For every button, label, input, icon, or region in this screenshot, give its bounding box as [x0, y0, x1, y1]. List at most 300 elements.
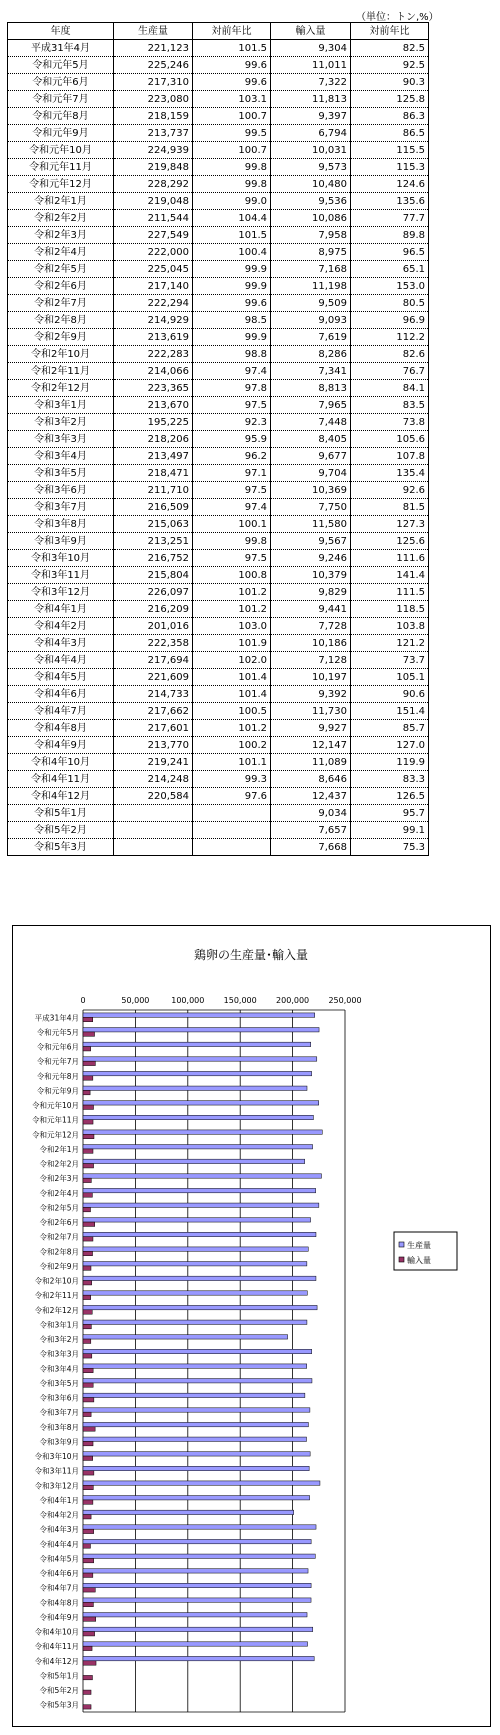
category-label: 令和2年6月: [39, 1218, 79, 1228]
cell-year: 令和3年5月: [8, 465, 114, 482]
cell-year: 令和3年12月: [8, 584, 114, 601]
cell-production-yoy: 103.0: [193, 618, 271, 635]
cell-imports-yoy: 127.0: [351, 737, 429, 754]
cell-production: 195,225: [114, 414, 193, 431]
cell-year: 令和4年8月: [8, 720, 114, 737]
cell-production: 223,365: [114, 380, 193, 397]
cell-year: 令和3年2月: [8, 414, 114, 431]
chart-panel: [12, 925, 491, 1727]
cell-production-yoy: 97.6: [193, 788, 271, 805]
bar-production: [83, 1598, 311, 1602]
cell-imports: 11,580: [271, 516, 351, 533]
bar-imports: [83, 1178, 91, 1182]
cell-production-yoy: 101.9: [193, 635, 271, 652]
header-production-yoy: 対前年比: [193, 23, 271, 40]
cell-imports-yoy: 125.8: [351, 91, 429, 108]
bar-production: [83, 1262, 307, 1266]
category-label: 令和元年9月: [36, 1086, 79, 1096]
category-label: 令和3年1月: [39, 1320, 79, 1330]
bar-imports: [83, 1427, 95, 1431]
bar-production: [83, 1305, 317, 1309]
bar-imports: [83, 1324, 91, 1328]
cell-production: 222,283: [114, 346, 193, 363]
cell-production-yoy: [193, 839, 271, 856]
cell-production-yoy: 99.8: [193, 159, 271, 176]
cell-imports: 10,480: [271, 176, 351, 193]
cell-imports: 9,034: [271, 805, 351, 822]
cell-imports-yoy: 105.1: [351, 669, 429, 686]
bar-production: [83, 1291, 307, 1295]
cell-imports: 11,011: [271, 57, 351, 74]
cell-imports: 7,750: [271, 499, 351, 516]
cell-production: 216,509: [114, 499, 193, 516]
header-imports-yoy: 対前年比: [351, 23, 429, 40]
cell-production: 215,063: [114, 516, 193, 533]
cell-imports: 9,509: [271, 295, 351, 312]
cell-production: 217,662: [114, 703, 193, 720]
cell-imports: 7,657: [271, 822, 351, 839]
bar-imports: [83, 1471, 94, 1475]
bar-production: [83, 1086, 307, 1090]
bar-production: [83, 1408, 310, 1412]
legend-label-imports: 輸入量: [407, 1256, 431, 1265]
table-row: [8, 295, 429, 312]
cell-imports-yoy: 75.3: [351, 839, 429, 856]
table-row: [8, 788, 429, 805]
cell-year: 令和2年5月: [8, 261, 114, 278]
cell-imports: 12,437: [271, 788, 351, 805]
category-label: 令和3年7月: [39, 1408, 79, 1418]
cell-production-yoy: 95.9: [193, 431, 271, 448]
legend: [394, 1232, 457, 1270]
bar-imports: [83, 1047, 91, 1051]
bar-production: [83, 1130, 322, 1134]
cell-imports: 9,927: [271, 720, 351, 737]
cell-imports-yoy: 99.1: [351, 822, 429, 839]
cell-imports: 10,369: [271, 482, 351, 499]
table-row: [8, 91, 429, 108]
bar-production: [83, 1437, 306, 1441]
category-label: 令和2年8月: [39, 1247, 79, 1257]
cell-production: 213,670: [114, 397, 193, 414]
cell-imports-yoy: 107.8: [351, 448, 429, 465]
cell-imports-yoy: 65.1: [351, 261, 429, 278]
cell-imports-yoy: 83.5: [351, 397, 429, 414]
cell-year: 令和元年12月: [8, 176, 114, 193]
bar-imports: [83, 1441, 93, 1445]
cell-production: 214,066: [114, 363, 193, 380]
table-row: [8, 312, 429, 329]
cell-imports-yoy: 153.0: [351, 278, 429, 295]
category-label: 令和元年12月: [31, 1130, 79, 1140]
category-label: 令和2年5月: [39, 1203, 79, 1213]
category-label: 令和2年2月: [39, 1159, 79, 1169]
bar-production: [83, 1057, 317, 1061]
cell-production: 213,737: [114, 125, 193, 142]
cell-imports-yoy: 92.5: [351, 57, 429, 74]
table-row: [8, 244, 429, 261]
table-header-row: [8, 23, 429, 40]
cell-production: 225,045: [114, 261, 193, 278]
cell-production-yoy: 99.9: [193, 278, 271, 295]
cell-imports-yoy: 115.3: [351, 159, 429, 176]
table-row: [8, 652, 429, 669]
cell-production-yoy: 99.8: [193, 533, 271, 550]
table-row: [8, 363, 429, 380]
cell-year: 令和3年6月: [8, 482, 114, 499]
category-label: 令和2年10月: [34, 1276, 79, 1286]
table-row: [8, 839, 429, 856]
cell-imports-yoy: 84.1: [351, 380, 429, 397]
cell-production: 218,159: [114, 108, 193, 125]
bar-imports: [83, 1281, 92, 1285]
bar-imports: [83, 1485, 93, 1489]
table-row: [8, 210, 429, 227]
bar-imports: [83, 1090, 90, 1094]
bar-production: [83, 1452, 310, 1456]
cell-year: 令和2年10月: [8, 346, 114, 363]
cell-production-yoy: 101.2: [193, 584, 271, 601]
category-label: 令和3年11月: [34, 1466, 79, 1476]
chart-title: 鶏卵の生産量･輸入量: [193, 948, 309, 962]
table-row: [8, 703, 429, 720]
category-label: 令和5年3月: [39, 1700, 79, 1710]
cell-year: 令和5年1月: [8, 805, 114, 822]
cell-production: 217,694: [114, 652, 193, 669]
cell-imports-yoy: 73.8: [351, 414, 429, 431]
cell-imports: 9,567: [271, 533, 351, 550]
cell-imports-yoy: 96.9: [351, 312, 429, 329]
table-row: [8, 193, 429, 210]
bar-production: [83, 1174, 321, 1178]
bar-imports: [83, 1061, 95, 1065]
table-row: [8, 159, 429, 176]
cell-imports: 9,392: [271, 686, 351, 703]
cell-year: 令和3年1月: [8, 397, 114, 414]
cell-production-yoy: 99.5: [193, 125, 271, 142]
cell-imports: 7,341: [271, 363, 351, 380]
cell-imports-yoy: 96.5: [351, 244, 429, 261]
cell-production-yoy: 98.8: [193, 346, 271, 363]
cell-imports: 11,730: [271, 703, 351, 720]
cell-production-yoy: 101.2: [193, 601, 271, 618]
cell-production: 213,619: [114, 329, 193, 346]
table-row: [8, 125, 429, 142]
cell-year: 令和3年10月: [8, 550, 114, 567]
table-row: [8, 176, 429, 193]
cell-imports-yoy: 86.3: [351, 108, 429, 125]
bar-production: [83, 1232, 316, 1236]
cell-production-yoy: 99.6: [193, 74, 271, 91]
cell-year: 令和元年11月: [8, 159, 114, 176]
cell-production-yoy: 101.5: [193, 227, 271, 244]
cell-production: 216,209: [114, 601, 193, 618]
cell-production: 213,251: [114, 533, 193, 550]
bar-production: [83, 1203, 319, 1207]
table-row: [8, 448, 429, 465]
table-row: [8, 669, 429, 686]
bar-production: [83, 1393, 305, 1397]
bar-imports: [83, 1310, 92, 1314]
bar-production: [83, 1276, 316, 1280]
cell-imports: 10,086: [271, 210, 351, 227]
cell-production-yoy: 100.4: [193, 244, 271, 261]
bar-imports: [83, 1266, 91, 1270]
bar-imports: [83, 1134, 94, 1138]
cell-year: 令和4年3月: [8, 635, 114, 652]
bar-imports: [83, 1149, 93, 1153]
cell-production-yoy: 102.0: [193, 652, 271, 669]
cell-imports-yoy: 127.3: [351, 516, 429, 533]
bar-production: [83, 1569, 308, 1573]
cell-production-yoy: 100.7: [193, 108, 271, 125]
category-label: 令和2年11月: [34, 1291, 79, 1301]
cell-imports-yoy: 151.4: [351, 703, 429, 720]
cell-imports: 10,031: [271, 142, 351, 159]
cell-production: 221,123: [114, 40, 193, 57]
category-label: 令和元年5月: [36, 1027, 79, 1037]
bar-imports: [83, 1617, 96, 1621]
cell-imports: 9,829: [271, 584, 351, 601]
cell-year: 令和2年11月: [8, 363, 114, 380]
cell-production-yoy: 100.7: [193, 142, 271, 159]
cell-year: 令和2年1月: [8, 193, 114, 210]
cell-production: 214,248: [114, 771, 193, 788]
table-row: [8, 737, 429, 754]
cell-year: 令和3年7月: [8, 499, 114, 516]
bar-production: [83, 1583, 311, 1587]
cell-production: 217,310: [114, 74, 193, 91]
category-label: 令和元年8月: [36, 1071, 79, 1081]
x-tick-label: 0: [80, 996, 86, 1005]
cell-production: 214,929: [114, 312, 193, 329]
cell-year: 令和元年8月: [8, 108, 114, 125]
cell-imports-yoy: 141.4: [351, 567, 429, 584]
cell-imports-yoy: 115.5: [351, 142, 429, 159]
cell-imports-yoy: 77.7: [351, 210, 429, 227]
table-row: [8, 397, 429, 414]
table-row: [8, 261, 429, 278]
category-label: 令和2年9月: [39, 1261, 79, 1271]
cell-production: 215,804: [114, 567, 193, 584]
table-row: [8, 720, 429, 737]
table-row: [8, 227, 429, 244]
bar-imports: [83, 1705, 91, 1709]
category-label: 令和3年12月: [34, 1481, 79, 1491]
cell-production-yoy: 104.4: [193, 210, 271, 227]
cell-production-yoy: [193, 822, 271, 839]
cell-production: 213,497: [114, 448, 193, 465]
bar-production: [83, 1496, 310, 1500]
category-label: 令和2年12月: [34, 1305, 79, 1315]
bar-imports: [83, 1164, 94, 1168]
cell-year: 令和3年3月: [8, 431, 114, 448]
cell-production: 226,097: [114, 584, 193, 601]
cell-production: 211,544: [114, 210, 193, 227]
bar-imports: [83, 1602, 93, 1606]
legend-swatch-production: [399, 1242, 404, 1247]
category-label: 令和元年7月: [36, 1057, 79, 1067]
category-label: 令和3年4月: [39, 1364, 79, 1374]
cell-production: [114, 822, 193, 839]
cell-imports: 9,441: [271, 601, 351, 618]
bar-production: [83, 1379, 312, 1383]
bar-imports: [83, 1398, 94, 1402]
bar-imports: [83, 1251, 93, 1255]
bar-imports: [83, 1120, 93, 1124]
bar-production: [83, 1145, 313, 1149]
category-labels: [32, 1012, 79, 1709]
table-row: [8, 618, 429, 635]
cell-production-yoy: 98.5: [193, 312, 271, 329]
cell-production: 219,848: [114, 159, 193, 176]
cell-year: 令和4年7月: [8, 703, 114, 720]
bar-production: [83, 1071, 312, 1075]
x-tick-label: 50,000: [121, 996, 150, 1005]
bar-production: [83, 1510, 294, 1514]
cell-production: 201,016: [114, 618, 193, 635]
cell-year: 令和2年6月: [8, 278, 114, 295]
category-label: 令和4年2月: [39, 1510, 79, 1520]
cell-production: [114, 805, 193, 822]
cell-production-yoy: 99.0: [193, 193, 271, 210]
statistics-table: [7, 22, 429, 856]
cell-production: 225,246: [114, 57, 193, 74]
category-label: 令和4年4月: [39, 1539, 79, 1549]
table-row: [8, 601, 429, 618]
cell-imports-yoy: 135.6: [351, 193, 429, 210]
table-row: [8, 57, 429, 74]
table-row: [8, 142, 429, 159]
bar-production: [83, 1349, 312, 1353]
bar-chart: [13, 926, 490, 1726]
cell-imports: 7,619: [271, 329, 351, 346]
cell-imports: 9,536: [271, 193, 351, 210]
cell-production-yoy: 97.1: [193, 465, 271, 482]
cell-imports-yoy: 111.6: [351, 550, 429, 567]
cell-production-yoy: 97.4: [193, 499, 271, 516]
category-label: 令和4年6月: [39, 1569, 79, 1579]
cell-imports: 7,668: [271, 839, 351, 856]
table-row: [8, 329, 429, 346]
cell-imports-yoy: 126.5: [351, 788, 429, 805]
cell-year: 令和4年10月: [8, 754, 114, 771]
cell-year: 令和2年7月: [8, 295, 114, 312]
cell-production: 214,733: [114, 686, 193, 703]
category-label: 令和3年3月: [39, 1349, 79, 1359]
cell-imports: 10,197: [271, 669, 351, 686]
cell-imports: 8,646: [271, 771, 351, 788]
cell-production: 222,000: [114, 244, 193, 261]
cell-year: 令和2年12月: [8, 380, 114, 397]
cell-imports-yoy: 76.7: [351, 363, 429, 380]
bar-production: [83, 1525, 316, 1529]
bar-production: [83, 1627, 313, 1631]
cell-imports-yoy: 86.5: [351, 125, 429, 142]
table-row: [8, 754, 429, 771]
table-body: [8, 40, 429, 856]
cell-imports-yoy: 105.6: [351, 431, 429, 448]
cell-year: 令和2年8月: [8, 312, 114, 329]
cell-imports: 7,128: [271, 652, 351, 669]
header-year: 年度: [8, 23, 114, 40]
table-row: [8, 414, 429, 431]
bar-imports: [83, 1675, 92, 1679]
table-row: [8, 516, 429, 533]
bar-imports: [83, 1339, 91, 1343]
category-label: 令和4年5月: [39, 1554, 79, 1564]
x-axis-ticks: [80, 996, 361, 1005]
cell-year: 令和4年9月: [8, 737, 114, 754]
cell-imports-yoy: 73.7: [351, 652, 429, 669]
cell-imports-yoy: 124.6: [351, 176, 429, 193]
cell-year: 令和4年6月: [8, 686, 114, 703]
category-label: 令和元年11月: [31, 1115, 79, 1125]
cell-year: 令和3年8月: [8, 516, 114, 533]
category-label: 令和3年8月: [39, 1422, 79, 1432]
table-row: [8, 74, 429, 91]
cell-production: 219,048: [114, 193, 193, 210]
cell-imports: 7,728: [271, 618, 351, 635]
cell-imports: 11,813: [271, 91, 351, 108]
bar-imports: [83, 1661, 96, 1665]
table-row: [8, 380, 429, 397]
cell-production: 217,601: [114, 720, 193, 737]
cell-imports-yoy: 80.5: [351, 295, 429, 312]
cell-production-yoy: 101.1: [193, 754, 271, 771]
cell-imports: 10,379: [271, 567, 351, 584]
cell-imports-yoy: 95.7: [351, 805, 429, 822]
table-row: [8, 482, 429, 499]
cell-production-yoy: 101.4: [193, 669, 271, 686]
cell-year: 令和元年6月: [8, 74, 114, 91]
bar-imports: [83, 1354, 92, 1358]
bar-imports: [83, 1295, 91, 1299]
cell-production: 221,609: [114, 669, 193, 686]
cell-production-yoy: 99.9: [193, 329, 271, 346]
cell-production: 213,770: [114, 737, 193, 754]
legend-label-production: 生産量: [407, 1241, 431, 1250]
bar-imports: [83, 1032, 95, 1036]
bar-imports: [83, 1529, 94, 1533]
table-row: [8, 346, 429, 363]
cell-production: 222,294: [114, 295, 193, 312]
bar-production: [83, 1042, 311, 1046]
cell-year: 令和4年1月: [8, 601, 114, 618]
cell-imports-yoy: 81.5: [351, 499, 429, 516]
table-row: [8, 278, 429, 295]
table-row: [8, 108, 429, 125]
cell-imports: 9,573: [271, 159, 351, 176]
table-row: [8, 533, 429, 550]
cell-imports-yoy: 90.6: [351, 686, 429, 703]
cell-production-yoy: 97.5: [193, 482, 271, 499]
cell-production-yoy: 97.5: [193, 550, 271, 567]
cell-imports-yoy: 121.2: [351, 635, 429, 652]
header-imports: 輸入量: [271, 23, 351, 40]
bar-production: [83, 1028, 319, 1032]
cell-production-yoy: 101.2: [193, 720, 271, 737]
table-row: [8, 805, 429, 822]
cell-production-yoy: 99.6: [193, 57, 271, 74]
cell-production: 222,358: [114, 635, 193, 652]
cell-year: 令和2年3月: [8, 227, 114, 244]
bar-production: [83, 1159, 305, 1163]
category-label: 令和2年7月: [39, 1232, 79, 1242]
cell-production: 227,549: [114, 227, 193, 244]
cell-imports: 8,286: [271, 346, 351, 363]
bar-imports: [83, 1588, 95, 1592]
